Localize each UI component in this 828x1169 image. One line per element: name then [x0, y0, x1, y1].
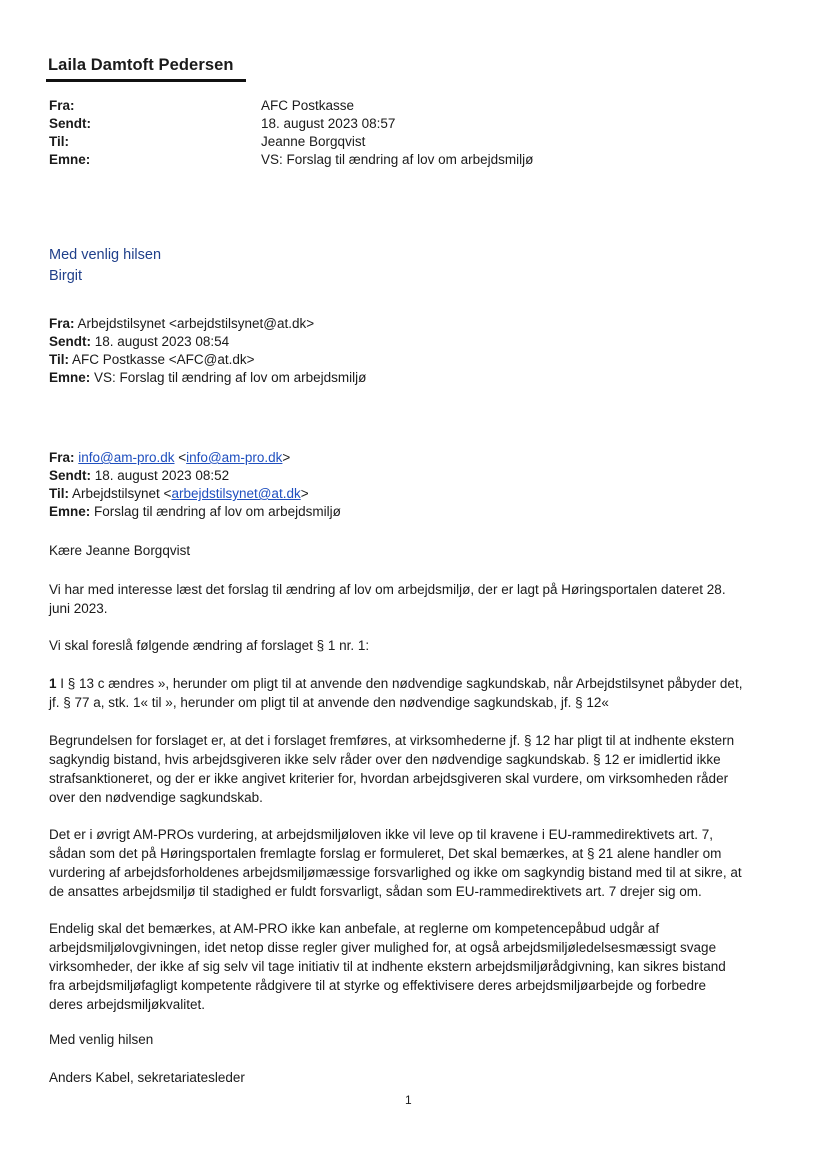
header-value: VS: Forslag til ændring af lov om arbejdsmiljø: [261, 152, 534, 167]
paragraph-line: Endelig skal det bemærkes, at AM-PRO ikke kan anbefale, at reglerne om kompetencepåbud udgår af: [49, 921, 660, 936]
forward-label: Emne:: [49, 504, 91, 519]
paragraph-line: de ansattes arbejdsmiljø til stadighed er fuldt forsvarligt, sådan som EU-rammedirektivets art. 7 drejer sig om.: [49, 884, 702, 899]
forward-label: Emne:: [49, 370, 91, 385]
email-link[interactable]: arbejdstilsynet@at.dk: [171, 486, 301, 501]
closing: Med venlig hilsen: [49, 1032, 154, 1047]
forward-value: <: [174, 450, 187, 465]
header-label: Fra:: [49, 98, 75, 113]
forward-to-row: [49, 485, 789, 503]
paragraph-line: over den nødvendige sagkundskab.: [49, 790, 263, 805]
paragraph-3: [49, 731, 789, 807]
paragraph-line: strafsanktioneret, og der er ikke angivet kriterier for, hvordan arbejdsgiveren skal vurdere, om virksomheden råder: [49, 771, 729, 786]
signature-greeting: Med venlig hilsen: [49, 247, 162, 263]
header-value: Jeanne Borgqvist: [261, 134, 366, 149]
paragraph-2: Vi skal foreslå følgende ændring af forslaget § 1 nr. 1:: [49, 638, 370, 653]
forward-label: Til:: [49, 352, 69, 367]
email-link[interactable]: info@am-pro.dk: [186, 450, 283, 465]
forward-value: 18. august 2023 08:54: [91, 334, 230, 349]
paragraph-1: [49, 580, 789, 618]
forward-label: Til:: [49, 486, 69, 501]
signature-name: Birgit: [49, 268, 83, 284]
amendment-line: [49, 674, 789, 693]
signoff: Anders Kabel, sekretariatesleder: [49, 1070, 245, 1085]
paragraph-line: juni 2023.: [49, 601, 108, 616]
owner-underline: [46, 79, 246, 82]
paragraph-line: sagkyndig bistand, hvis arbejdsgiveren ikke selv råder over den nødvendige sagkundskab. § 12 er imidlertid ikke: [49, 752, 721, 767]
paragraph-line: arbejdsmiljølovgivningen, idet netop disse regler giver mulighed for, at også arbejdsmiljøledelsesmæssigt svage: [49, 940, 717, 955]
forward-subject-row: [49, 503, 789, 521]
forward-sent-row: [49, 467, 789, 485]
forward-label: Sendt:: [49, 334, 91, 349]
forward-value: >: [300, 486, 309, 501]
forward-to-row: [49, 351, 789, 369]
forward-value: Arbejdstilsynet <: [69, 486, 172, 501]
header-label: Emne:: [49, 152, 91, 167]
forward-from-row: [49, 449, 789, 467]
header-value: 18. august 2023 08:57: [261, 116, 396, 131]
paragraph-line: sådan som det på Høringsportalen fremlagte forslag er formuleret, Det skal bemærkes, at § 21 alene handler om: [49, 846, 722, 861]
forward-value: 18. august 2023 08:52: [91, 468, 230, 483]
header-label: Til:: [49, 134, 69, 149]
forward-value: Forslag til ændring af lov om arbejdsmiljø: [90, 504, 341, 519]
paragraph-5: [49, 919, 789, 1014]
email-link[interactable]: info@am-pro.dk: [78, 450, 175, 465]
amendment-text-line: I § 13 c ændres », herunder om pligt til at anvende den nødvendige sagkundskab, når Arbejdstilsynet påbyder det,: [56, 676, 743, 691]
page-number: 1: [405, 1093, 412, 1107]
paragraph-line: Vi har med interesse læst det forslag til ændring af lov om arbejdsmiljø, der er lagt på Høringsportalen dateret 28.: [49, 582, 726, 597]
greeting: Kære Jeanne Borgqvist: [49, 543, 191, 558]
forward-label: Fra:: [49, 316, 75, 331]
forward-sent-row: [49, 333, 789, 351]
forward-label: Fra:: [49, 450, 75, 465]
header-label: Sendt:: [49, 116, 91, 131]
forward-subject-row: [49, 369, 789, 387]
forward-value: AFC Postkasse <AFC@at.dk>: [69, 352, 255, 367]
amendment-line: jf. § 77 a, stk. 1« til », herunder om pligt til at anvende den nødvendige sagkundskab, jf. § 12«: [49, 695, 609, 710]
paragraph-line: Begrundelsen for forslaget er, at det i forslaget fremføres, at virksomhederne jf. § 12 har pligt til at indhente ekstern: [49, 733, 735, 748]
paragraph-line: vurdering af arbejdsforholdenes arbejdsmiljømæssige forsvarlighed og ikke om sagkyndig bistand med til at sikre, at: [49, 865, 742, 880]
document-owner-name: Laila Damtoft Pedersen: [48, 56, 234, 74]
forward-from-row: [49, 315, 789, 333]
paragraph-line: Det er i øvrigt AM-PROs vurdering, at arbejdsmiljøloven ikke vil leve op til kravene i EU-rammedirektivets art. 7,: [49, 827, 713, 842]
paragraph-4: [49, 825, 789, 901]
amendment-number: 1: [49, 676, 57, 691]
paragraph-line: deres arbejdsmiljøkvalitet.: [49, 997, 206, 1012]
forward-value: VS: Forslag til ændring af lov om arbejdsmiljø: [90, 370, 367, 385]
header-value: AFC Postkasse: [261, 98, 355, 113]
forward-label: Sendt:: [49, 468, 91, 483]
forward-value: Arbejdstilsynet <arbejdstilsynet@at.dk>: [74, 316, 315, 331]
paragraph-line: virksomheder, der ikke af sig selv vil tage initiativ til at indhente ekstern arbejdsmiljørådgivning, kan sikres bistand: [49, 959, 726, 974]
forward-value: >: [282, 450, 291, 465]
amendment-text: [49, 674, 789, 712]
paragraph-line: fra arbejdsmiljøfagligt kompetente rådgivere til at styrke og effektivisere deres arbejdsmiljøarbejde og forbedre: [49, 978, 707, 993]
